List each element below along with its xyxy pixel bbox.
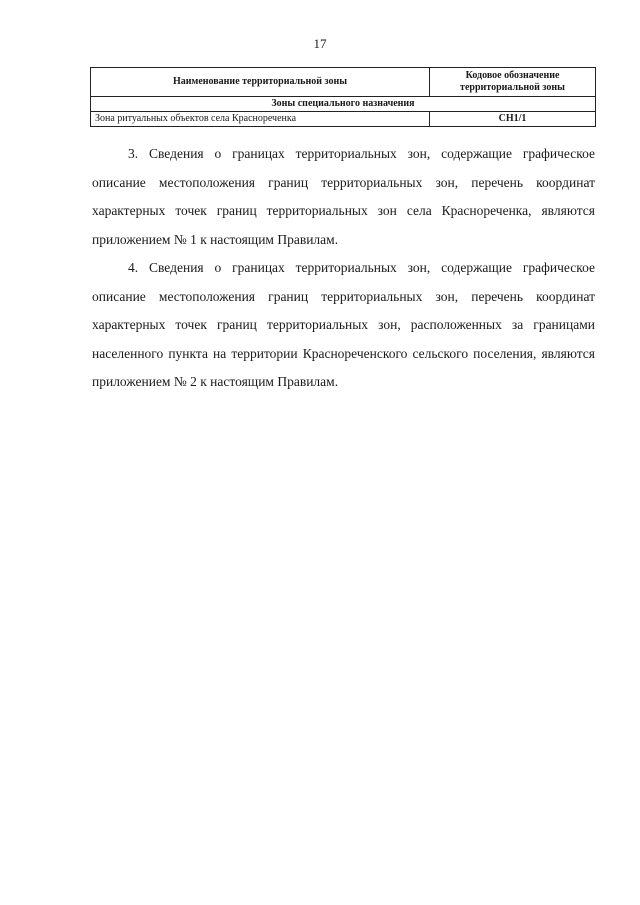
table-row [91, 112, 596, 127]
section-title: Зоны специального назначения [91, 97, 596, 112]
table-section-row [91, 97, 596, 112]
body-text [92, 140, 595, 397]
table-header-row [91, 68, 596, 97]
paragraph-4: 4. Сведения о границах территориальных зон, содержащие графическое описание местоположения границ территориальных зон, перечень координат характерных точек границ территориальных зон, расположенных за границами населенного пункта на территории Краснореченского сельского поселения, являются приложением № 2 к настоящим Правилам. [92, 260, 595, 389]
zone-name-cell: Зона ритуальных объектов села Краснореченка [91, 112, 430, 127]
zone-code-cell: СН1/1 [430, 112, 596, 127]
page-number: 17 [313, 36, 327, 51]
header-zone-name: Наименование территориальной зоны [91, 68, 430, 97]
header-zone-code: Кодовое обозначение территориальной зоны [430, 68, 596, 97]
paragraph-3: 3. Сведения о границах территориальных зон, содержащие графическое описание местоположения границ территориальных зон, перечень координат характерных точек границ территориальных зон села Краснореченка, являются приложением № 1 к настоящим Правилам. [92, 146, 595, 247]
zones-table [90, 67, 596, 127]
